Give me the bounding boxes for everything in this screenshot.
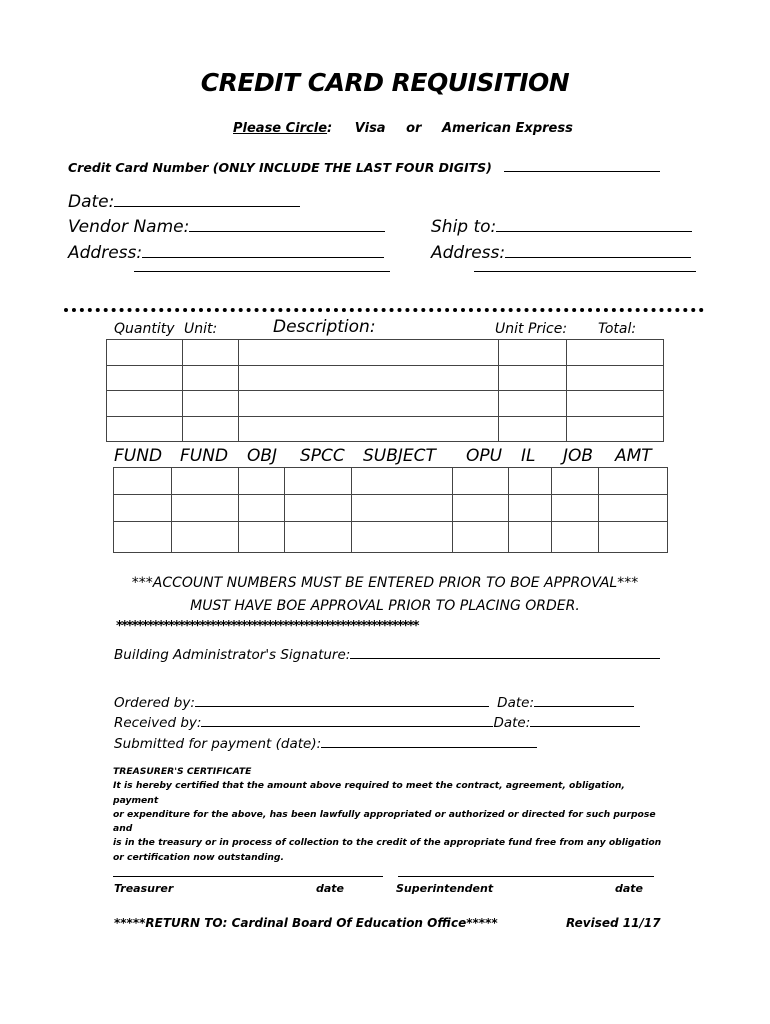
cell-unit[interactable]	[182, 416, 238, 442]
cell-description[interactable]	[238, 340, 499, 366]
cell-subject[interactable]	[351, 468, 453, 495]
code-header-fund-1: FUND	[114, 446, 163, 466]
cell-description[interactable]	[238, 416, 499, 442]
cell-unit[interactable]	[182, 365, 238, 391]
building-admin-signature-field[interactable]	[350, 644, 660, 659]
table-row	[107, 340, 664, 366]
cell-description[interactable]	[238, 391, 499, 417]
date-row	[68, 192, 300, 212]
date-field[interactable]	[114, 192, 300, 207]
cell-fund-1[interactable]	[114, 468, 172, 495]
header-unit-price: Unit Price:	[495, 321, 568, 337]
code-header-fund-2: FUND	[180, 446, 229, 466]
star-divider: **********************************************************	[116, 619, 418, 634]
cell-opu[interactable]	[453, 495, 509, 522]
cell-unit[interactable]	[182, 391, 238, 417]
code-header-il: IL	[521, 446, 536, 466]
notice-account-numbers: ***ACCOUNT NUMBERS MUST BE ENTERED PRIOR TO BOE APPROVAL***	[131, 575, 639, 591]
ship-address-field[interactable]	[505, 243, 691, 258]
cell-total[interactable]	[567, 416, 664, 442]
code-header-amt: AMT	[615, 446, 652, 466]
treasurer-signature-line[interactable]	[113, 876, 383, 877]
cell-il[interactable]	[509, 495, 552, 522]
cell-amt[interactable]	[599, 468, 668, 495]
treasurer-date-label: date	[316, 882, 345, 895]
cell-total[interactable]	[567, 391, 664, 417]
date-label: Date:	[68, 192, 115, 212]
ship-address-row	[431, 243, 691, 263]
building-admin-row	[114, 644, 660, 663]
cell-quantity[interactable]	[107, 416, 183, 442]
certificate-line: It is hereby certified that the amount above required to meet the contract, agreement, obligation, payment	[113, 780, 625, 806]
treasurer-label: Treasurer	[114, 882, 174, 895]
cell-job[interactable]	[552, 495, 599, 522]
table-row	[114, 522, 668, 553]
superintendent-date-label: date	[615, 882, 644, 895]
ship-to-label: Ship to:	[431, 217, 497, 237]
card-type-row	[233, 121, 573, 136]
cell-il[interactable]	[509, 468, 552, 495]
cell-unit[interactable]	[182, 340, 238, 366]
cell-description[interactable]	[238, 365, 499, 391]
cell-spcc[interactable]	[284, 495, 351, 522]
header-unit: Unit:	[184, 321, 218, 337]
code-header-subject: SUBJECT	[363, 446, 436, 466]
certificate-line: or certification now outstanding.	[113, 851, 284, 863]
vendor-row	[68, 217, 385, 237]
cell-obj[interactable]	[238, 522, 284, 553]
cell-fund-2[interactable]	[171, 522, 238, 553]
treasurer-certificate	[113, 765, 673, 865]
card-number-label: Credit Card Number (ONLY INCLUDE THE LAST FOUR DIGITS)	[68, 160, 492, 175]
cell-spcc[interactable]	[284, 522, 351, 553]
cell-unit-price[interactable]	[499, 391, 567, 417]
cell-unit-price[interactable]	[499, 416, 567, 442]
card-option-or: or	[406, 121, 422, 136]
header-total: Total:	[598, 321, 637, 337]
card-number-row	[68, 157, 660, 175]
cell-fund-2[interactable]	[171, 495, 238, 522]
account-codes-table	[113, 467, 668, 553]
cell-opu[interactable]	[453, 522, 509, 553]
submitted-row	[114, 733, 537, 752]
ship-to-row	[431, 217, 692, 237]
code-header-obj: OBJ	[247, 446, 278, 466]
cell-obj[interactable]	[238, 495, 284, 522]
received-date-field[interactable]	[530, 712, 640, 727]
certificate-heading: TREASURER'S CERTIFICATE	[113, 766, 252, 777]
header-description: Description:	[273, 317, 376, 337]
notice-boe-approval: MUST HAVE BOE APPROVAL PRIOR TO PLACING ORDER.	[190, 598, 580, 614]
header-quantity: Quantity	[114, 321, 175, 337]
cell-obj[interactable]	[238, 468, 284, 495]
building-admin-label: Building Administrator's Signature:	[114, 647, 351, 663]
table-row	[114, 495, 668, 522]
cell-fund-1[interactable]	[114, 495, 172, 522]
cell-spcc[interactable]	[284, 468, 351, 495]
table-row	[107, 416, 664, 442]
cell-quantity[interactable]	[107, 365, 183, 391]
superintendent-signature-line[interactable]	[398, 876, 654, 877]
please-circle-label: Please Circle	[233, 121, 328, 136]
code-header-opu: OPU	[466, 446, 503, 466]
ship-address-label: Address:	[431, 243, 506, 263]
ordered-date-label: Date:	[497, 695, 534, 711]
cell-total[interactable]	[567, 340, 664, 366]
ordered-by-row	[114, 692, 634, 711]
cell-quantity[interactable]	[107, 340, 183, 366]
please-circle-colon: :	[327, 121, 333, 136]
ship-address-line-2[interactable]	[474, 271, 696, 272]
vendor-address-line-2[interactable]	[134, 271, 390, 272]
received-date-label: Date:	[493, 715, 531, 731]
card-number-field[interactable]	[504, 157, 660, 172]
card-option-amex[interactable]: American Express	[442, 121, 573, 136]
cell-opu[interactable]	[453, 468, 509, 495]
cell-amt[interactable]	[599, 495, 668, 522]
dotted-divider	[64, 308, 704, 312]
submitted-date-field[interactable]	[321, 733, 537, 748]
certificate-line: or expenditure for the above, has been lawfully appropriated or authorized or directed for such purpose and	[113, 808, 656, 835]
cell-amt[interactable]	[599, 522, 668, 553]
table-row	[107, 391, 664, 417]
cell-unit-price[interactable]	[499, 340, 567, 366]
items-table	[106, 339, 664, 442]
table-row	[107, 365, 664, 391]
submitted-label: Submitted for payment (date):	[114, 736, 322, 752]
cell-job[interactable]	[552, 522, 599, 553]
vendor-name-field[interactable]	[189, 217, 385, 232]
received-by-field[interactable]	[201, 712, 493, 727]
revised-date: Revised 11/17	[566, 916, 661, 930]
certificate-line: is in the treasury or in process of collection to the credit of the appropriate fund free from any obligation	[113, 837, 662, 849]
cell-subject[interactable]	[351, 522, 453, 553]
cell-quantity[interactable]	[107, 391, 183, 417]
ordered-date-field[interactable]	[534, 692, 634, 707]
superintendent-label: Superintendent	[396, 882, 494, 895]
cell-unit-price[interactable]	[499, 365, 567, 391]
cell-il[interactable]	[509, 522, 552, 553]
table-row	[114, 468, 668, 495]
code-header-spcc: SPCC	[300, 446, 345, 466]
card-option-visa[interactable]: Visa	[354, 121, 386, 136]
ordered-by-field[interactable]	[195, 692, 489, 707]
vendor-address-label: Address:	[68, 243, 143, 263]
cell-fund-2[interactable]	[171, 468, 238, 495]
received-by-label: Received by:	[114, 715, 202, 731]
vendor-address-row	[68, 243, 384, 263]
received-by-row	[114, 712, 640, 731]
cell-job[interactable]	[552, 468, 599, 495]
ordered-by-label: Ordered by:	[114, 695, 195, 711]
vendor-name-label: Vendor Name:	[68, 217, 190, 237]
code-header-job: JOB	[563, 446, 594, 466]
vendor-address-field[interactable]	[142, 243, 384, 258]
cell-total[interactable]	[567, 365, 664, 391]
cell-fund-1[interactable]	[114, 522, 172, 553]
ship-to-field[interactable]	[496, 217, 692, 232]
page-title: CREDIT CARD REQUISITION	[200, 68, 570, 97]
return-to-text: *****RETURN TO: Cardinal Board Of Education Office*****	[114, 916, 498, 930]
cell-subject[interactable]	[351, 495, 453, 522]
